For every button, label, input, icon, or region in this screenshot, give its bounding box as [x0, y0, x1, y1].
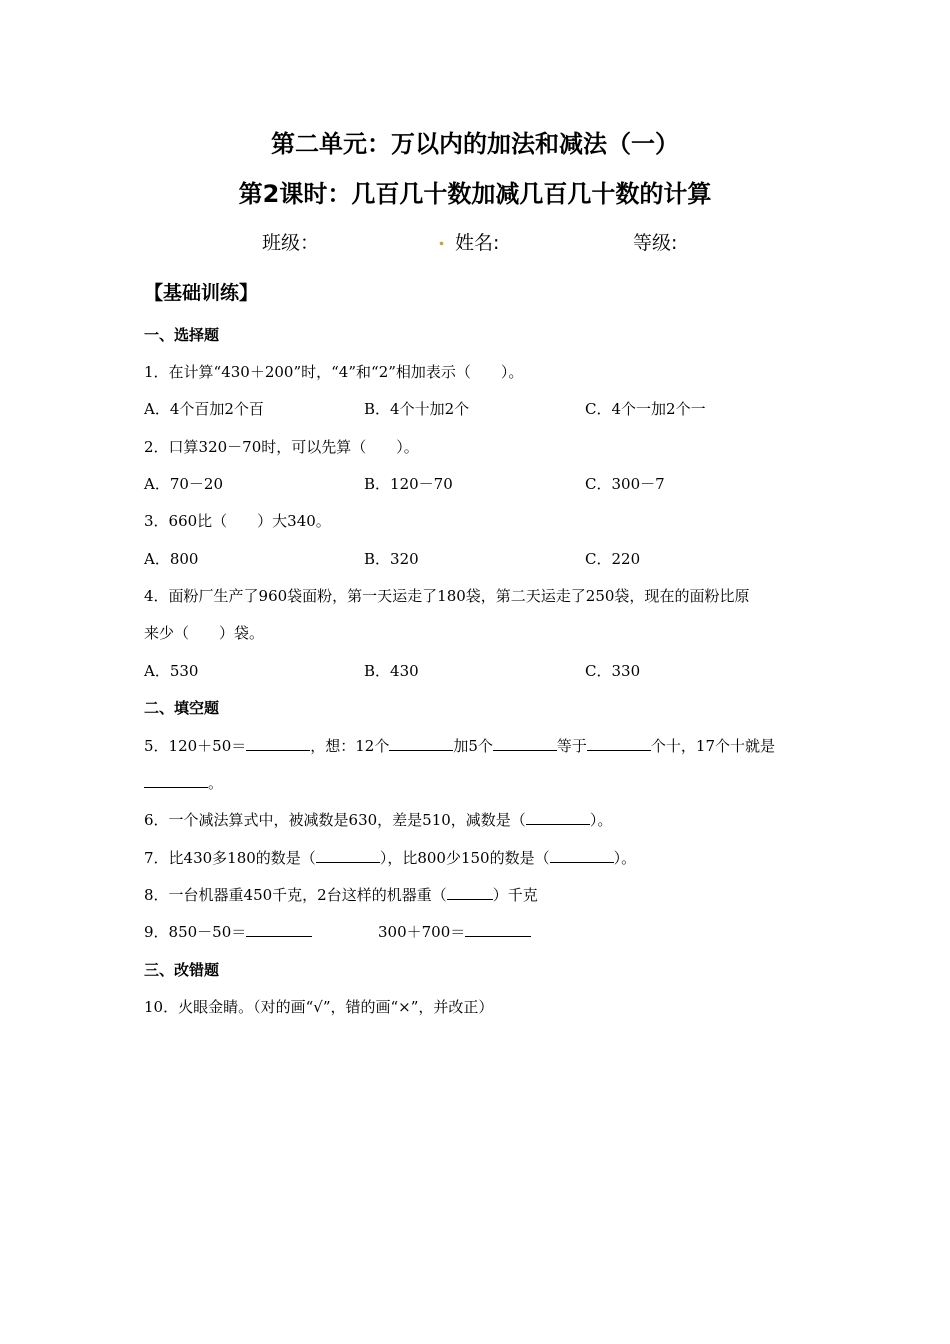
question-7 — [144, 847, 636, 868]
question-5 — [144, 735, 775, 756]
section-basic-training: 【基础训练】 — [144, 282, 259, 304]
answer-blank[interactable] — [246, 921, 312, 937]
grade-label: 等级: — [633, 232, 678, 254]
question-6 — [144, 809, 612, 830]
q4-option-a: A．530 — [144, 662, 199, 680]
q3-option-a: A．800 — [144, 550, 199, 568]
question-3: 3．660比（ ）大340。 — [144, 512, 331, 530]
answer-blank[interactable] — [550, 847, 614, 863]
class-label: 班级： — [262, 232, 320, 254]
page-subtitle: 第2课时：几百几十数加减几百几十数的计算 — [238, 180, 712, 208]
q3-option-c: C．220 — [585, 550, 641, 568]
q4-option-c: C．330 — [585, 662, 641, 680]
q7-text-3: ）。 — [613, 849, 637, 867]
question-4-line-2: 来少（ ）袋。 — [144, 624, 265, 642]
question-5-line-2 — [144, 772, 223, 793]
section-correction: 三、改错题 — [144, 961, 220, 979]
q5-text-4: 等于 — [556, 737, 587, 755]
question-2: 2．口算320－70时，可以先算（ ）。 — [144, 438, 419, 456]
answer-blank[interactable] — [246, 735, 310, 751]
q1-option-c: C．4个一加2个一 — [585, 400, 706, 418]
answer-blank[interactable] — [389, 735, 453, 751]
q5-end: 。 — [208, 774, 224, 792]
q8-text-2: ）千克 — [492, 886, 538, 904]
section-fill-in: 二、填空题 — [144, 699, 220, 717]
q8-text-1: 8．一台机器重450千克，2台这样的机器重（ — [144, 886, 447, 904]
q9-text-2: 300＋700＝ — [378, 923, 466, 941]
q5-text-3: 加5个 — [453, 737, 493, 755]
q1-option-a: A．4个百加2个百 — [144, 400, 264, 418]
separator-dot: . — [438, 226, 445, 250]
question-4-line-1: 4．面粉厂生产了960袋面粉，第一天运走了180袋，第二天运走了250袋，现在的面粉比原 — [144, 587, 750, 605]
answer-blank[interactable] — [587, 735, 651, 751]
q3-option-b: B．320 — [364, 550, 419, 568]
q1-option-b: B．4个十加2个 — [364, 400, 470, 418]
name-label: 姓名: — [455, 232, 500, 254]
q7-text-1: 7．比430多180的数是（ — [144, 849, 316, 867]
q2-option-a: A．70－20 — [144, 475, 224, 493]
answer-blank[interactable] — [526, 809, 590, 825]
question-8 — [144, 884, 538, 905]
question-10: 10．火眼金睛。（对的画“√”，错的画“×”，并改正） — [144, 998, 494, 1016]
q5-text-5: 个十，17个十就是 — [650, 737, 776, 755]
q5-text-2: ，想：12个 — [310, 737, 390, 755]
answer-blank[interactable] — [447, 884, 493, 900]
answer-blank[interactable] — [316, 847, 380, 863]
page-title: 第二单元：万以内的加法和减法（一） — [271, 130, 679, 158]
q6-text-1: 6．一个减法算式中，被减数是630，差是510，减数是（ — [144, 811, 526, 829]
q2-option-b: B．120－70 — [364, 475, 453, 493]
section-choice: 一、选择题 — [144, 326, 220, 344]
q5-text-1: 5．120＋50＝ — [144, 737, 247, 755]
q4-option-b: B．430 — [364, 662, 419, 680]
answer-blank[interactable] — [465, 921, 531, 937]
q6-text-2: ）。 — [589, 811, 613, 829]
question-9 — [144, 921, 312, 942]
question-1: 1．在计算“430＋200”时，“4”和“2”相加表示（ ）。 — [144, 363, 524, 381]
q9-text-1: 9．850－50＝ — [144, 923, 247, 941]
q7-text-2: ），比800少150的数是（ — [379, 849, 550, 867]
answer-blank[interactable] — [493, 735, 557, 751]
q2-option-c: C．300－7 — [585, 475, 665, 493]
answer-blank[interactable] — [144, 772, 208, 788]
question-9-part-2 — [378, 921, 531, 942]
